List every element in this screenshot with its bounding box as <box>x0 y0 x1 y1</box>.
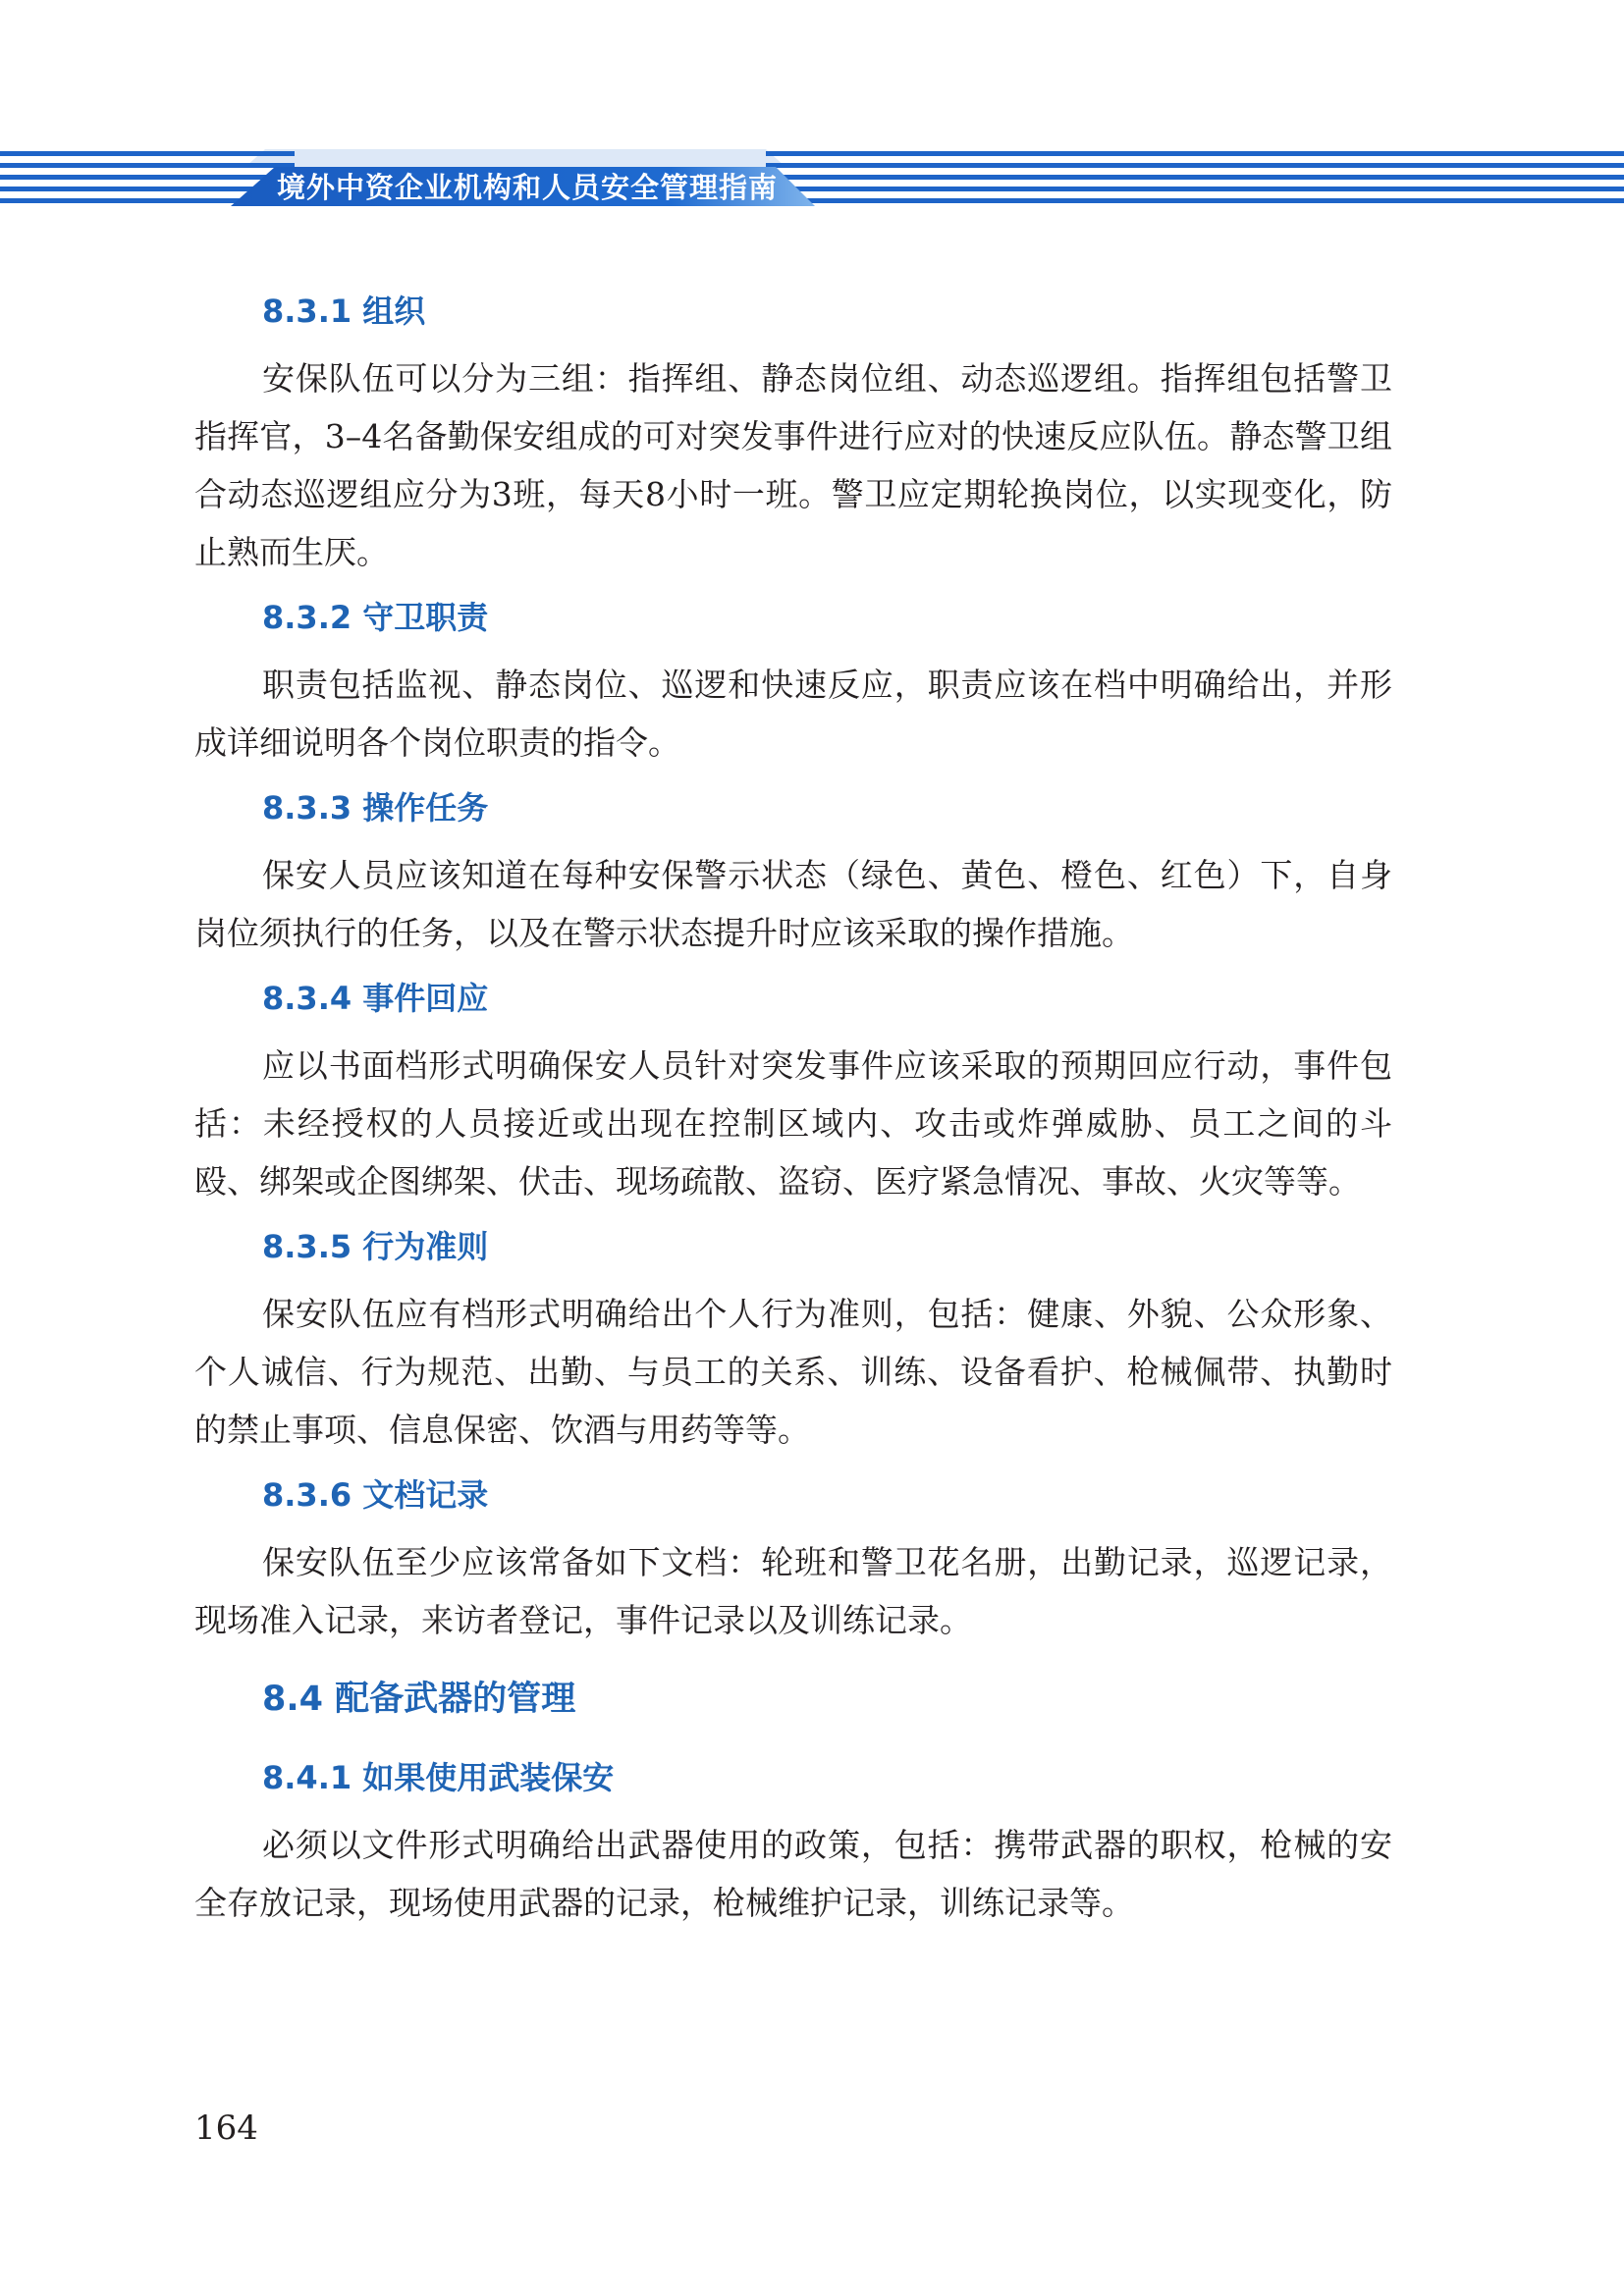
section-heading: 8.3.5 行为准则 <box>262 1228 489 1265</box>
section-heading: 8.4.1 如果使用武装保安 <box>262 1759 615 1796</box>
section-836 <box>194 1470 1392 1649</box>
header-banner <box>0 145 1624 206</box>
paragraph: 必须以文件形式明确给出武器使用的政策，包括：携带武器的职权，枪械的安全存放记录，现场使用武器的记录，枪械维护记录，训练记录等。 <box>194 1826 1392 1922</box>
section-832 <box>194 593 1392 772</box>
section-834 <box>194 974 1392 1210</box>
header-stripes <box>0 145 1624 206</box>
section-833 <box>194 783 1392 962</box>
section-84 <box>194 1673 1392 1932</box>
section-heading: 8.3.2 守卫职责 <box>262 599 489 636</box>
section-heading: 8.3.1 组织 <box>262 293 426 330</box>
paragraph: 保安队伍至少应该常备如下文档：轮班和警卫花名册，出勤记录，巡逻记录，现场准入记录，来访者登记，事件记录以及训练记录。 <box>194 1543 1392 1639</box>
paragraph: 保安人员应该知道在每种安保警示状态（绿色、黄色、橙色、红色）下，自身岗位须执行的任务，以及在警示状态提升时应该采取的操作措施。 <box>194 856 1392 952</box>
section-heading: 8.3.3 操作任务 <box>262 789 489 827</box>
paragraph: 职责包括监视、静态岗位、巡逻和快速反应，职责应该在档中明确给出，并形成详细说明各个岗位职责的指令。 <box>194 666 1392 762</box>
section-main-heading: 8.4 配备武器的管理 <box>262 1680 576 1719</box>
paragraph: 应以书面档形式明确保安人员针对突发事件应该采取的预期回应行动，事件包括：未经授权的人员接近或出现在控制区域内、攻击或炸弹威胁、员工之间的斗殴、绑架或企图绑架、伏击、现场疏散、盗窃、医疗紧急情况、事故、火灾等等。 <box>194 1046 1392 1201</box>
paragraph: 安保队伍可以分为三组：指挥组、静态岗位组、动态巡逻组。指挥组包括警卫指挥官，3–4名备勤保安组成的可对突发事件进行应对的快速反应队伍。静态警卫组合动态巡逻组应分为3班，每天8小时一班。警卫应定期轮换岗位，以实现变化，防止熟而生厌。 <box>194 359 1392 571</box>
section-835 <box>194 1222 1392 1459</box>
section-heading: 8.3.6 文档记录 <box>262 1476 489 1514</box>
page-number: 164 <box>194 2109 258 2148</box>
header-title: 境外中资企业机构和人员安全管理指南 <box>277 171 779 204</box>
section-831 <box>194 287 1392 581</box>
paragraph: 保安队伍应有档形式明确给出个人行为准则，包括：健康、外貌、公众形象、个人诚信、行为规范、出勤、与员工的关系、训练、设备看护、枪械佩带、执勤时的禁止事项、信息保密、饮酒与用药等等。 <box>194 1295 1392 1449</box>
section-heading: 8.3.4 事件回应 <box>262 980 489 1017</box>
page-content <box>194 287 1392 1932</box>
